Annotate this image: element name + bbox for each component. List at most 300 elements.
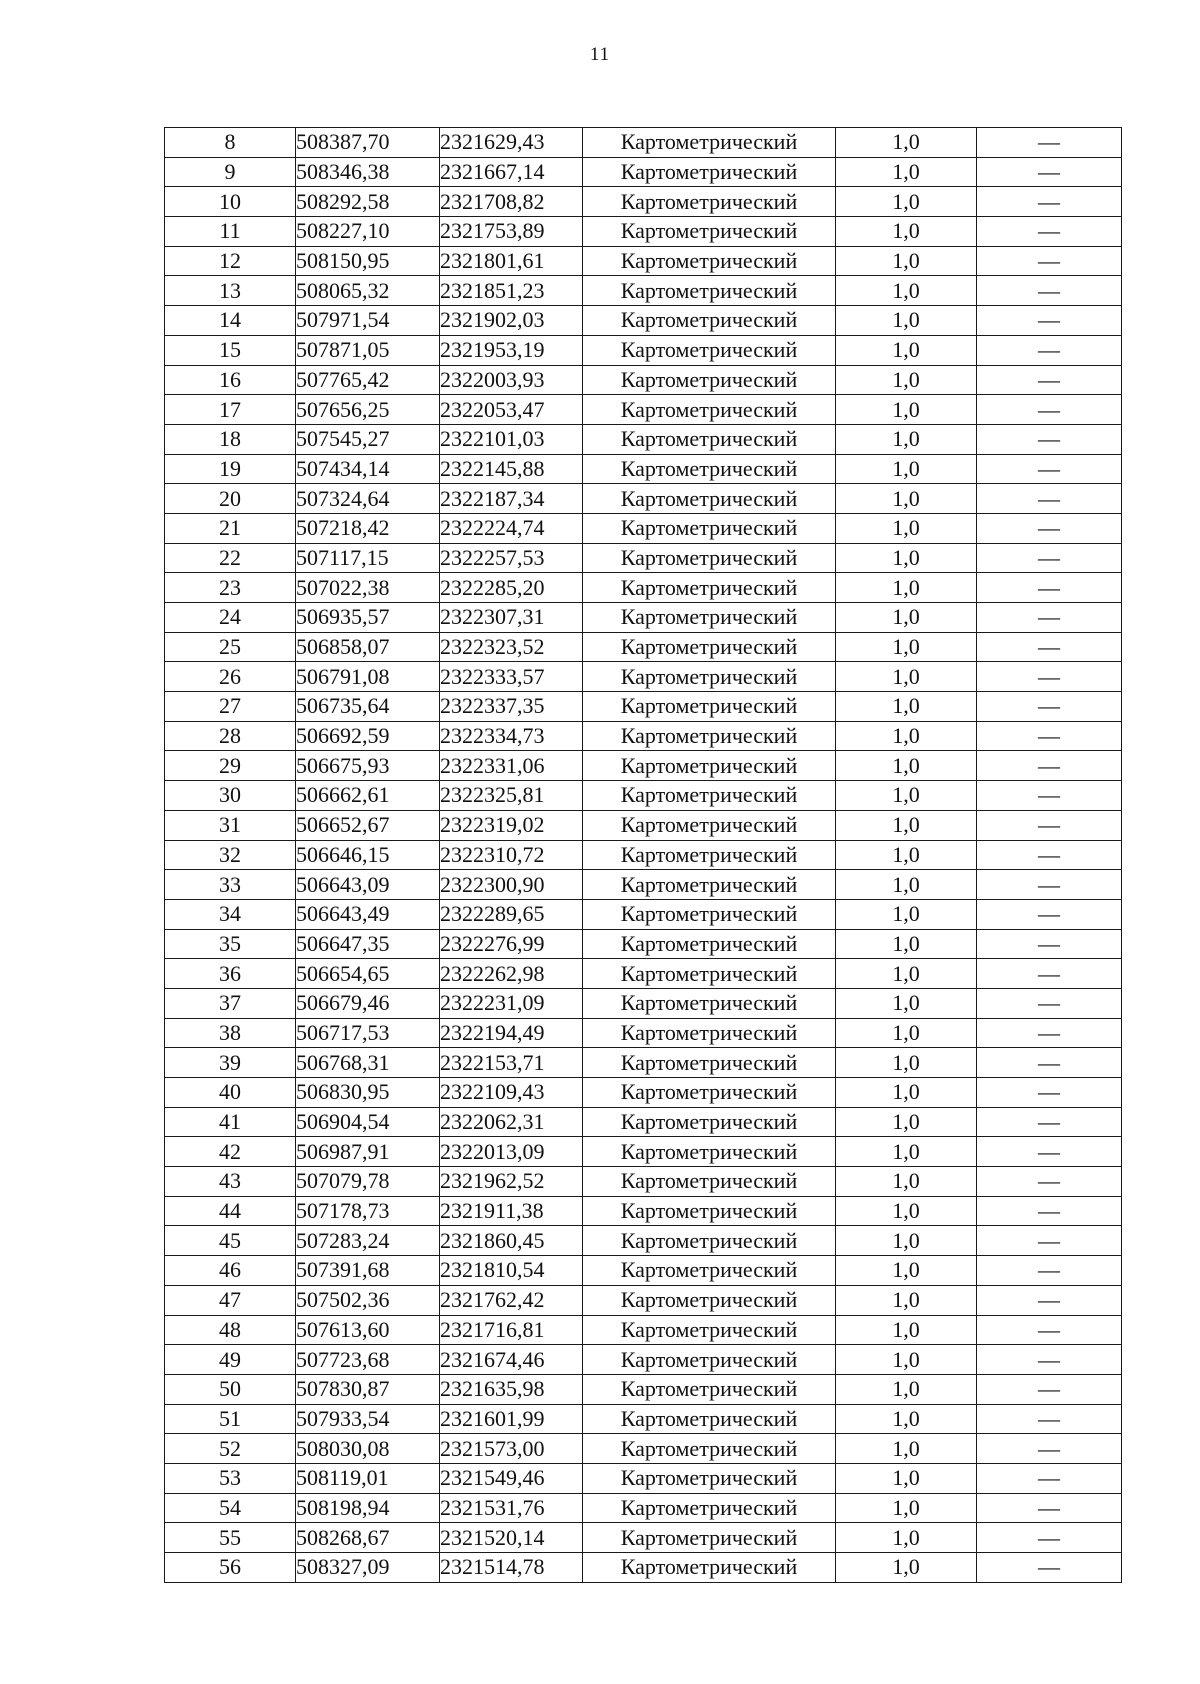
x-coordinate-cell: 508268,67 <box>296 1523 440 1553</box>
description-cell: — <box>977 513 1122 543</box>
x-coordinate-cell: 507971,54 <box>296 306 440 336</box>
y-coordinate-cell: 2322101,03 <box>440 424 583 454</box>
point-number-cell: 34 <box>165 899 296 929</box>
y-coordinate-cell: 2321531,76 <box>440 1493 583 1523</box>
y-coordinate-cell: 2321667,14 <box>440 157 583 187</box>
y-coordinate-cell: 2322300,90 <box>440 870 583 900</box>
method-cell: Картометрический <box>583 840 836 870</box>
y-coordinate-cell: 2322013,09 <box>440 1137 583 1167</box>
table-row <box>165 929 1122 959</box>
point-number-cell: 10 <box>165 187 296 217</box>
y-coordinate-cell: 2321851,23 <box>440 276 583 306</box>
description-cell: — <box>977 1463 1122 1493</box>
point-number-cell: 53 <box>165 1463 296 1493</box>
x-coordinate-cell: 507613,60 <box>296 1315 440 1345</box>
point-number-cell: 49 <box>165 1345 296 1375</box>
table-row <box>165 1493 1122 1523</box>
method-cell: Картометрический <box>583 306 836 336</box>
table-row <box>165 335 1122 365</box>
point-number-cell: 29 <box>165 751 296 781</box>
description-cell: — <box>977 454 1122 484</box>
x-coordinate-cell: 506679,46 <box>296 988 440 1018</box>
description-cell: — <box>977 1256 1122 1286</box>
x-coordinate-cell: 508346,38 <box>296 157 440 187</box>
description-cell: — <box>977 840 1122 870</box>
table-row <box>165 603 1122 633</box>
method-cell: Картометрический <box>583 810 836 840</box>
y-coordinate-cell: 2321762,42 <box>440 1285 583 1315</box>
accuracy-cell: 1,0 <box>836 840 977 870</box>
description-cell: — <box>977 306 1122 336</box>
table-row <box>165 959 1122 989</box>
table-row <box>165 662 1122 692</box>
table-row <box>165 1315 1122 1345</box>
y-coordinate-cell: 2322257,53 <box>440 543 583 573</box>
table-row <box>165 1523 1122 1553</box>
accuracy-cell: 1,0 <box>836 959 977 989</box>
point-number-cell: 16 <box>165 365 296 395</box>
y-coordinate-cell: 2321911,38 <box>440 1196 583 1226</box>
method-cell: Картометрический <box>583 692 836 722</box>
point-number-cell: 31 <box>165 810 296 840</box>
table-row <box>165 1463 1122 1493</box>
accuracy-cell: 1,0 <box>836 721 977 751</box>
x-coordinate-cell: 507218,42 <box>296 513 440 543</box>
method-cell: Картометрический <box>583 1107 836 1137</box>
y-coordinate-cell: 2321674,46 <box>440 1345 583 1375</box>
y-coordinate-cell: 2321902,03 <box>440 306 583 336</box>
description-cell: — <box>977 157 1122 187</box>
accuracy-cell: 1,0 <box>836 424 977 454</box>
description-cell: — <box>977 395 1122 425</box>
table-row <box>165 1434 1122 1464</box>
method-cell: Картометрический <box>583 1404 836 1434</box>
method-cell: Картометрический <box>583 1078 836 1108</box>
point-number-cell: 44 <box>165 1196 296 1226</box>
table-row <box>165 899 1122 929</box>
table-row <box>165 1048 1122 1078</box>
method-cell: Картометрический <box>583 128 836 158</box>
accuracy-cell: 1,0 <box>836 781 977 811</box>
method-cell: Картометрический <box>583 335 836 365</box>
accuracy-cell: 1,0 <box>836 1553 977 1583</box>
table-row <box>165 692 1122 722</box>
y-coordinate-cell: 2322153,71 <box>440 1048 583 1078</box>
accuracy-cell: 1,0 <box>836 1285 977 1315</box>
point-number-cell: 15 <box>165 335 296 365</box>
x-coordinate-cell: 507545,27 <box>296 424 440 454</box>
accuracy-cell: 1,0 <box>836 662 977 692</box>
description-cell: — <box>977 1226 1122 1256</box>
accuracy-cell: 1,0 <box>836 988 977 1018</box>
table-row <box>165 365 1122 395</box>
x-coordinate-cell: 506987,91 <box>296 1137 440 1167</box>
description-cell: — <box>977 365 1122 395</box>
description-cell: — <box>977 929 1122 959</box>
y-coordinate-cell: 2322307,31 <box>440 603 583 633</box>
x-coordinate-cell: 507324,64 <box>296 484 440 514</box>
x-coordinate-cell: 507656,25 <box>296 395 440 425</box>
x-coordinate-cell: 506858,07 <box>296 632 440 662</box>
description-cell: — <box>977 1137 1122 1167</box>
accuracy-cell: 1,0 <box>836 365 977 395</box>
point-number-cell: 48 <box>165 1315 296 1345</box>
method-cell: Картометрический <box>583 870 836 900</box>
y-coordinate-cell: 2322334,73 <box>440 721 583 751</box>
accuracy-cell: 1,0 <box>836 573 977 603</box>
method-cell: Картометрический <box>583 781 836 811</box>
description-cell: — <box>977 187 1122 217</box>
point-number-cell: 24 <box>165 603 296 633</box>
method-cell: Картометрический <box>583 187 836 217</box>
method-cell: Картометрический <box>583 395 836 425</box>
table-row <box>165 1107 1122 1137</box>
description-cell: — <box>977 751 1122 781</box>
accuracy-cell: 1,0 <box>836 276 977 306</box>
description-cell: — <box>977 1404 1122 1434</box>
point-number-cell: 55 <box>165 1523 296 1553</box>
point-number-cell: 33 <box>165 870 296 900</box>
accuracy-cell: 1,0 <box>836 187 977 217</box>
table-row <box>165 276 1122 306</box>
accuracy-cell: 1,0 <box>836 543 977 573</box>
accuracy-cell: 1,0 <box>836 692 977 722</box>
point-number-cell: 42 <box>165 1137 296 1167</box>
table-row <box>165 721 1122 751</box>
method-cell: Картометрический <box>583 484 836 514</box>
description-cell: — <box>977 424 1122 454</box>
x-coordinate-cell: 507079,78 <box>296 1167 440 1197</box>
x-coordinate-cell: 506735,64 <box>296 692 440 722</box>
x-coordinate-cell: 508198,94 <box>296 1493 440 1523</box>
y-coordinate-cell: 2322325,81 <box>440 781 583 811</box>
description-cell: — <box>977 721 1122 751</box>
x-coordinate-cell: 508065,32 <box>296 276 440 306</box>
accuracy-cell: 1,0 <box>836 1167 977 1197</box>
method-cell: Картометрический <box>583 988 836 1018</box>
y-coordinate-cell: 2322003,93 <box>440 365 583 395</box>
accuracy-cell: 1,0 <box>836 1078 977 1108</box>
point-number-cell: 27 <box>165 692 296 722</box>
point-number-cell: 19 <box>165 454 296 484</box>
accuracy-cell: 1,0 <box>836 1523 977 1553</box>
point-number-cell: 35 <box>165 929 296 959</box>
table-row <box>165 1137 1122 1167</box>
x-coordinate-cell: 506654,65 <box>296 959 440 989</box>
method-cell: Картометрический <box>583 662 836 692</box>
x-coordinate-cell: 508327,09 <box>296 1553 440 1583</box>
accuracy-cell: 1,0 <box>836 1404 977 1434</box>
description-cell: — <box>977 1018 1122 1048</box>
x-coordinate-cell: 508292,58 <box>296 187 440 217</box>
method-cell: Картометрический <box>583 959 836 989</box>
method-cell: Картометрический <box>583 603 836 633</box>
method-cell: Картометрический <box>583 573 836 603</box>
description-cell: — <box>977 1167 1122 1197</box>
description-cell: — <box>977 276 1122 306</box>
table-row <box>165 751 1122 781</box>
point-number-cell: 11 <box>165 217 296 247</box>
x-coordinate-cell: 506643,49 <box>296 899 440 929</box>
method-cell: Картометрический <box>583 1434 836 1464</box>
method-cell: Картометрический <box>583 1345 836 1375</box>
description-cell: — <box>977 1196 1122 1226</box>
y-coordinate-cell: 2322053,47 <box>440 395 583 425</box>
table-row <box>165 810 1122 840</box>
table-row <box>165 157 1122 187</box>
method-cell: Картометрический <box>583 1018 836 1048</box>
y-coordinate-cell: 2321716,81 <box>440 1315 583 1345</box>
x-coordinate-cell: 507022,38 <box>296 573 440 603</box>
point-number-cell: 26 <box>165 662 296 692</box>
y-coordinate-cell: 2322145,88 <box>440 454 583 484</box>
y-coordinate-cell: 2322224,74 <box>440 513 583 543</box>
point-number-cell: 13 <box>165 276 296 306</box>
page-number: 11 <box>589 44 611 65</box>
point-number-cell: 37 <box>165 988 296 1018</box>
x-coordinate-cell: 507117,15 <box>296 543 440 573</box>
accuracy-cell: 1,0 <box>836 246 977 276</box>
table-row <box>165 217 1122 247</box>
accuracy-cell: 1,0 <box>836 751 977 781</box>
y-coordinate-cell: 2321573,00 <box>440 1434 583 1464</box>
method-cell: Картометрический <box>583 543 836 573</box>
description-cell: — <box>977 632 1122 662</box>
method-cell: Картометрический <box>583 1493 836 1523</box>
description-cell: — <box>977 573 1122 603</box>
y-coordinate-cell: 2322337,35 <box>440 692 583 722</box>
accuracy-cell: 1,0 <box>836 870 977 900</box>
coordinates-table-body <box>165 128 1122 1583</box>
y-coordinate-cell: 2321520,14 <box>440 1523 583 1553</box>
accuracy-cell: 1,0 <box>836 1434 977 1464</box>
method-cell: Картометрический <box>583 1523 836 1553</box>
point-number-cell: 14 <box>165 306 296 336</box>
accuracy-cell: 1,0 <box>836 513 977 543</box>
description-cell: — <box>977 1078 1122 1108</box>
y-coordinate-cell: 2321753,89 <box>440 217 583 247</box>
x-coordinate-cell: 506692,59 <box>296 721 440 751</box>
y-coordinate-cell: 2322109,43 <box>440 1078 583 1108</box>
y-coordinate-cell: 2321514,78 <box>440 1553 583 1583</box>
method-cell: Картометрический <box>583 276 836 306</box>
method-cell: Картометрический <box>583 157 836 187</box>
table-row <box>165 395 1122 425</box>
table-row <box>165 632 1122 662</box>
table-row <box>165 988 1122 1018</box>
description-cell: — <box>977 959 1122 989</box>
description-cell: — <box>977 128 1122 158</box>
x-coordinate-cell: 506791,08 <box>296 662 440 692</box>
table-row <box>165 781 1122 811</box>
y-coordinate-cell: 2322187,34 <box>440 484 583 514</box>
y-coordinate-cell: 2322285,20 <box>440 573 583 603</box>
point-number-cell: 17 <box>165 395 296 425</box>
y-coordinate-cell: 2322062,31 <box>440 1107 583 1137</box>
y-coordinate-cell: 2321629,43 <box>440 128 583 158</box>
method-cell: Картометрический <box>583 1315 836 1345</box>
point-number-cell: 54 <box>165 1493 296 1523</box>
y-coordinate-cell: 2321549,46 <box>440 1463 583 1493</box>
point-number-cell: 52 <box>165 1434 296 1464</box>
accuracy-cell: 1,0 <box>836 454 977 484</box>
y-coordinate-cell: 2322289,65 <box>440 899 583 929</box>
x-coordinate-cell: 506830,95 <box>296 1078 440 1108</box>
x-coordinate-cell: 506647,35 <box>296 929 440 959</box>
description-cell: — <box>977 246 1122 276</box>
description-cell: — <box>977 543 1122 573</box>
y-coordinate-cell: 2321708,82 <box>440 187 583 217</box>
method-cell: Картометрический <box>583 246 836 276</box>
table-row <box>165 1345 1122 1375</box>
table-row <box>165 484 1122 514</box>
x-coordinate-cell: 507830,87 <box>296 1374 440 1404</box>
description-cell: — <box>977 781 1122 811</box>
table-row <box>165 246 1122 276</box>
table-row <box>165 870 1122 900</box>
y-coordinate-cell: 2321860,45 <box>440 1226 583 1256</box>
accuracy-cell: 1,0 <box>836 1226 977 1256</box>
description-cell: — <box>977 899 1122 929</box>
point-number-cell: 9 <box>165 157 296 187</box>
accuracy-cell: 1,0 <box>836 335 977 365</box>
accuracy-cell: 1,0 <box>836 128 977 158</box>
table-row <box>165 454 1122 484</box>
description-cell: — <box>977 1553 1122 1583</box>
description-cell: — <box>977 484 1122 514</box>
method-cell: Картометрический <box>583 1256 836 1286</box>
accuracy-cell: 1,0 <box>836 1196 977 1226</box>
table-row <box>165 1078 1122 1108</box>
accuracy-cell: 1,0 <box>836 929 977 959</box>
method-cell: Картометрический <box>583 1167 836 1197</box>
description-cell: — <box>977 988 1122 1018</box>
y-coordinate-cell: 2321953,19 <box>440 335 583 365</box>
y-coordinate-cell: 2322276,99 <box>440 929 583 959</box>
y-coordinate-cell: 2321962,52 <box>440 1167 583 1197</box>
table-row <box>165 1018 1122 1048</box>
x-coordinate-cell: 506643,09 <box>296 870 440 900</box>
point-number-cell: 30 <box>165 781 296 811</box>
table-row <box>165 1256 1122 1286</box>
point-number-cell: 39 <box>165 1048 296 1078</box>
method-cell: Картометрический <box>583 1048 836 1078</box>
accuracy-cell: 1,0 <box>836 603 977 633</box>
description-cell: — <box>977 217 1122 247</box>
description-cell: — <box>977 870 1122 900</box>
point-number-cell: 32 <box>165 840 296 870</box>
table-row <box>165 573 1122 603</box>
accuracy-cell: 1,0 <box>836 306 977 336</box>
method-cell: Картометрический <box>583 1553 836 1583</box>
point-number-cell: 56 <box>165 1553 296 1583</box>
accuracy-cell: 1,0 <box>836 1463 977 1493</box>
x-coordinate-cell: 507283,24 <box>296 1226 440 1256</box>
x-coordinate-cell: 506904,54 <box>296 1107 440 1137</box>
point-number-cell: 47 <box>165 1285 296 1315</box>
table-row <box>165 306 1122 336</box>
description-cell: — <box>977 692 1122 722</box>
accuracy-cell: 1,0 <box>836 1315 977 1345</box>
accuracy-cell: 1,0 <box>836 1256 977 1286</box>
x-coordinate-cell: 507933,54 <box>296 1404 440 1434</box>
method-cell: Картометрический <box>583 1374 836 1404</box>
y-coordinate-cell: 2322333,57 <box>440 662 583 692</box>
accuracy-cell: 1,0 <box>836 1374 977 1404</box>
x-coordinate-cell: 508150,95 <box>296 246 440 276</box>
table-row <box>165 187 1122 217</box>
x-coordinate-cell: 507723,68 <box>296 1345 440 1375</box>
description-cell: — <box>977 1523 1122 1553</box>
accuracy-cell: 1,0 <box>836 899 977 929</box>
accuracy-cell: 1,0 <box>836 217 977 247</box>
x-coordinate-cell: 508119,01 <box>296 1463 440 1493</box>
point-number-cell: 21 <box>165 513 296 543</box>
description-cell: — <box>977 335 1122 365</box>
method-cell: Картометрический <box>583 632 836 662</box>
method-cell: Картометрический <box>583 217 836 247</box>
y-coordinate-cell: 2322310,72 <box>440 840 583 870</box>
y-coordinate-cell: 2322262,98 <box>440 959 583 989</box>
point-number-cell: 51 <box>165 1404 296 1434</box>
x-coordinate-cell: 508387,70 <box>296 128 440 158</box>
point-number-cell: 46 <box>165 1256 296 1286</box>
method-cell: Картометрический <box>583 1196 836 1226</box>
accuracy-cell: 1,0 <box>836 1345 977 1375</box>
y-coordinate-cell: 2321810,54 <box>440 1256 583 1286</box>
accuracy-cell: 1,0 <box>836 632 977 662</box>
point-number-cell: 25 <box>165 632 296 662</box>
accuracy-cell: 1,0 <box>836 1493 977 1523</box>
y-coordinate-cell: 2322231,09 <box>440 988 583 1018</box>
coordinates-table <box>164 127 1122 1583</box>
description-cell: — <box>977 603 1122 633</box>
accuracy-cell: 1,0 <box>836 1018 977 1048</box>
accuracy-cell: 1,0 <box>836 810 977 840</box>
x-coordinate-cell: 508030,08 <box>296 1434 440 1464</box>
x-coordinate-cell: 506646,15 <box>296 840 440 870</box>
table-row <box>165 1374 1122 1404</box>
table-row <box>165 424 1122 454</box>
x-coordinate-cell: 506717,53 <box>296 1018 440 1048</box>
point-number-cell: 20 <box>165 484 296 514</box>
description-cell: — <box>977 662 1122 692</box>
point-number-cell: 12 <box>165 246 296 276</box>
accuracy-cell: 1,0 <box>836 1107 977 1137</box>
x-coordinate-cell: 507765,42 <box>296 365 440 395</box>
y-coordinate-cell: 2322331,06 <box>440 751 583 781</box>
x-coordinate-cell: 507391,68 <box>296 1256 440 1286</box>
method-cell: Картометрический <box>583 1285 836 1315</box>
x-coordinate-cell: 506662,61 <box>296 781 440 811</box>
table-row <box>165 1285 1122 1315</box>
table-row <box>165 1226 1122 1256</box>
x-coordinate-cell: 507178,73 <box>296 1196 440 1226</box>
y-coordinate-cell: 2321635,98 <box>440 1374 583 1404</box>
y-coordinate-cell: 2321601,99 <box>440 1404 583 1434</box>
table-row <box>165 513 1122 543</box>
accuracy-cell: 1,0 <box>836 484 977 514</box>
accuracy-cell: 1,0 <box>836 157 977 187</box>
description-cell: — <box>977 810 1122 840</box>
table-row <box>165 1167 1122 1197</box>
x-coordinate-cell: 506768,31 <box>296 1048 440 1078</box>
method-cell: Картометрический <box>583 929 836 959</box>
method-cell: Картометрический <box>583 1137 836 1167</box>
x-coordinate-cell: 508227,10 <box>296 217 440 247</box>
method-cell: Картометрический <box>583 721 836 751</box>
x-coordinate-cell: 507434,14 <box>296 454 440 484</box>
